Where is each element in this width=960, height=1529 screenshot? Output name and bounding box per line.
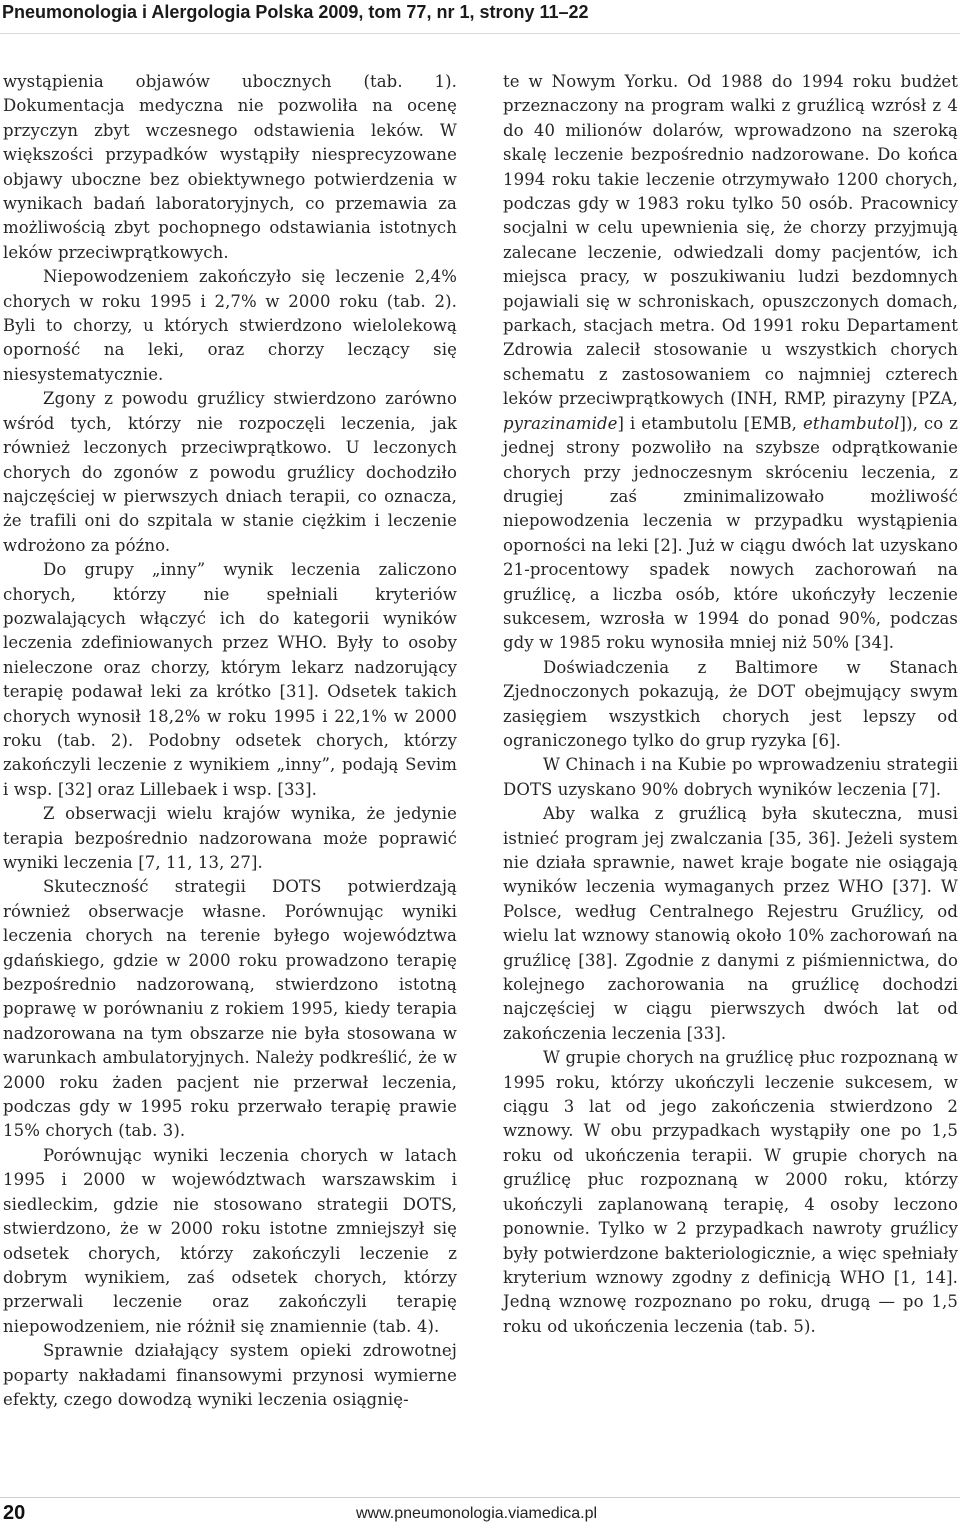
paragraph: Do grupy „inny” wynik leczenia zaliczono chorych, którzy nie spełniali kryteriów pozwalających włączyć ich do kategorii wyników leczenia zdefiniowanych przez WHO. Były to osoby nieleczone oraz chorzy, którym lekarz nadzorujący terapię podawał leki za krótko [31]. Odsetek takich chorych wynosił 18,2% w roku 1995 i 22,1% w 2000 roku (tab. 2). Podobny odsetek chorych, którzy zakończyli leczenie z wynikiem „inny”, podają Sevim i wsp. [32] oraz Lillebaek i wsp. [33]. <box>3 560 457 799</box>
text-run: ]), co z jednej strony pozwoliło na szybsze odprątkowanie chorych przy jednoczesnym skróceniu leczenia, z drugiej zaś zminimalizowało możliwość niepowodzenia leczenia w przypadku wystąpienia oporności na leki [2]. Już w ciągu dwóch lat uzyskano 21-procentowy spadek nowych zachorowań na gruźlicę, a liczba osób, które ukończyły leczenie sukcesem, wzrosła w 1994 do ponad 90%, podczas gdy w 1985 roku wynosiła mniej niż 50% [34]. <box>503 413 959 653</box>
paragraph <box>503 70 958 656</box>
paragraph: Niepowodzeniem zakończyło się leczenie 2,4% chorych w roku 1995 i 2,7% w 2000 roku (tab. 2). Byli to chorzy, u których stwierdzono wielolekową oporność na leki, oraz chorzy leczący się niesystematycznie. <box>3 267 457 384</box>
drug-name-italic: ethambutol <box>802 413 900 433</box>
page-number: 20 <box>3 1502 26 1524</box>
paragraph: wystąpienia objawów ubocznych (tab. 1). Dokumentacja medyczna nie pozwoliła na ocenę przyczyn zbyt wczesnego odstawienia leków. W większości przypadków wystąpiły niesprecyzowane objawy uboczne bez obiektywnego potwierdzenia w wynikach badań laboratoryjnych, co przemawia za możliwością zbyt pochopnego odstawiania istotnych leków przeciwprątkowych. <box>3 72 457 262</box>
drug-name-italic: pyrazinamide <box>503 413 618 433</box>
left-column <box>3 70 457 1412</box>
text-run: ] i etambutolu [EMB, <box>617 413 803 433</box>
paragraph: Zgony z powodu gruźlicy stwierdzono zarówno wśród tych, którzy nie rozpoczęli leczenia, jak również leczonych przeciwprątkowo. U leczonych chorych do zgonów z powodu gruźlicy dochodziło najczęściej w pierwszych dniach terapii, co oznacza, że trafili oni do szpitala w stanie ciężkim i leczenie wdrożono za późno. <box>3 389 457 555</box>
paragraph: Aby walka z gruźlicą była skuteczna, musi istnieć program jej zwalczania [35, 36]. Jeżeli system nie działa sprawnie, nawet kraje bogate nie osiągają wyników leczenia wymaganych przez WHO [37]. W Polsce, według Centralnego Rejestru Gruźlicy, od wielu lat wznowy stanowią około 10% zachorowań na gruźlicę [38]. Zgodnie z danymi z piśmiennictwa, do kolejnego zachorowania na gruźlicę dochodzi najczęściej w ciągu pierwszych dwóch lat od zakończenia leczenia [33]. <box>503 804 958 1043</box>
journal-url: www.pneumonologia.viamedica.pl <box>356 1505 598 1522</box>
paragraph: W Chinach i na Kubie po wprowadzeniu strategii DOTS uzyskano 90% dobrych wyników leczenia [7]. <box>503 755 958 799</box>
paragraph: Z obserwacji wielu krajów wynika, że jedynie terapia bezpośrednio nadzorowana może poprawić wyniki leczenia [7, 11, 13, 27]. <box>3 804 457 872</box>
paragraph: Sprawnie działający system opieki zdrowotnej poparty nakładami finansowymi przynosi wymierne efekty, czego dowodzą wyniki leczenia osiągnię- <box>3 1341 457 1409</box>
footer-divider <box>0 1497 960 1498</box>
text-run: te w Nowym Yorku. Od 1988 do 1994 roku budżet przeznaczony na program walki z gruźlicą wzrósł z 4 do 40 milionów dolarów, wprowadzono na szeroką skalę leczenie bezpośrednio nadzorowane. Do końca 1994 roku takie leczenie otrzymywało 1200 chorych, podczas gdy w 1983 roku tylko 50 osób. Pracownicy socjalni w celu upewnienia się, że chorzy przyjmują zalecane leczenie, odwiedzali domy pacjentów, ich miejsca pracy, w poszukiwaniu ludzi bezdomnych pojawiali się w schroniskach, opuszczonych domach, parkach, stacjach metra. Od 1991 roku Departament Zdrowia zalecił stosowanie u wszystkich chorych schematu z zastosowaniem co najmniej czterech leków przeciwprątkowych (INH, RMP, pirazyny [PZA, <box>503 72 958 409</box>
paragraph: Porównując wyniki leczenia chorych w latach 1995 i 2000 w województwach warszawskim i siedleckim, gdzie nie stosowano strategii DOTS, stwierdzono, że w 2000 roku istotne zmniejszył się odsetek chorych, którzy zakończyli leczenie z dobrym wynikiem, zaś odsetek chorych, którzy przerwali leczenie oraz zakończyli terapię niepowodzeniem, nie różnił się znamiennie (tab. 4). <box>3 1145 457 1336</box>
paragraph: Doświadczenia z Baltimore w Stanach Zjednoczonych pokazują, że DOT obejmujący swym zasięgiem wszystkich chorych jest lepszy od ograniczonego tylko do grup ryzyka [6]. <box>503 657 958 750</box>
right-column <box>503 70 958 1339</box>
paragraph: W grupie chorych na gruźlicę płuc rozpoznaną w 1995 roku, którzy ukończyli leczenie sukcesem, w ciągu 3 lat od jego zakończenia stwierdzono 2 wznowy. W obu przypadkach wystąpiły one po 1,5 roku od ukończenia terapii. W grupie chorych na gruźlicę płuc rozpoznaną w 2000 roku, którzy ukończyli zaplanowaną terapię, 4 osoby leczono ponownie. Tylko w 2 przypadkach nawroty gruźlicy były potwierdzone bakteriologicznie, a więc spełniały kryterium wznowy zgodny z definicją WHO [1, 14]. Jedną wznowę rozpoznano po roku, drugą — po 1,5 roku od ukończenia leczenia (tab. 5). <box>503 1048 958 1336</box>
running-header <box>0 0 960 34</box>
paragraph: Skuteczność strategii DOTS potwierdzają również obserwacje własne. Porównując wyniki leczenia chorych na terenie byłego województwa gdańskiego, gdzie w 2000 roku prowadzono terapię bezpośrednio nadzorowaną, stwierdzono istotną poprawę w porównaniu z rokiem 1995, kiedy terapia nadzorowana na tym obszarze nie była stosowana w warunkach ambulatoryjnych. Należy podkreślić, że w 2000 roku żaden pacjent nie przerwał leczenia, podczas gdy w 1995 roku przerwało terapię prawie 15% chorych (tab. 3). <box>3 877 457 1141</box>
journal-citation: Pneumonologia i Alergologia Polska 2009, tom 77, nr 1, strony 11–22 <box>2 2 589 22</box>
